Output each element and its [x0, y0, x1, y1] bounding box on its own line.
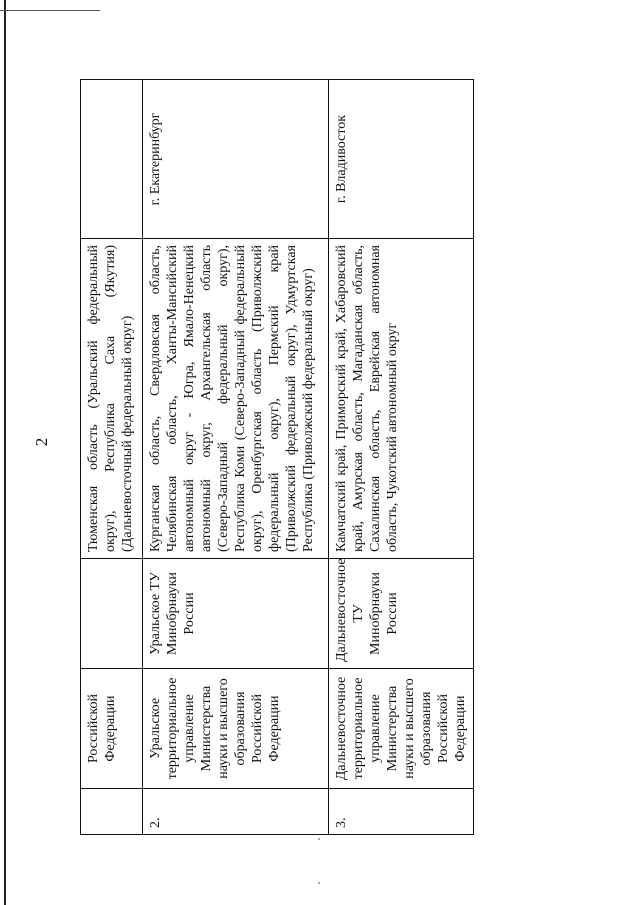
- scan-speck: [318, 838, 320, 840]
- page-number: 2: [32, 437, 51, 447]
- scan-speck: [318, 882, 320, 884]
- scan-edge-line: [4, 0, 6, 905]
- row-number: [81, 789, 143, 835]
- agency-full-name: Уральское территориальное управление Министерства науки и высшего образования Российской Федерации: [143, 669, 329, 789]
- region-list: Тюменская область (Уральский федеральный округ), Республика Саха (Якутия) (Дальневосточный федеральный округ): [81, 239, 143, 559]
- agency-short-name: Уральское ТУ Минобрнауки России: [143, 559, 329, 669]
- row-number: 3.: [329, 789, 474, 835]
- row-number: 2.: [143, 789, 329, 835]
- city-name: [81, 80, 143, 239]
- table-row: [329, 80, 474, 835]
- regions-table-rotated: [80, 80, 468, 835]
- city-name: г. Екатеринбург: [143, 80, 329, 239]
- agency-short-name: [81, 559, 143, 669]
- table-row: [143, 80, 329, 835]
- agency-full-name: Российской Федерации: [81, 669, 143, 789]
- agency-short-name: Дальневосточное ТУ Минобрнауки России: [329, 559, 474, 669]
- region-list: Камчатский край, Приморский край, Хабаровский край, Амурская область, Магаданская область, Сахалинская область, Еврейская автономная область, Чукотский автономный округ: [329, 239, 474, 559]
- scan-top-mark: [0, 10, 100, 11]
- region-list: Курганская область, Свердловская область, Челябинская область, Ханты-Мансийский автономный округ - Югра, Ямало-Ненецкий автономный округ, Архангельская область (Северо-Западный федеральный округ), Республика Коми (Северо-Западный федеральный округ), Оренбургская область (Приволжский федеральный округ), Пермский край (Приволжский федеральный округ), Удмуртская Республика (Приволжский федеральный округ): [143, 239, 329, 559]
- regions-table: [80, 79, 474, 835]
- table-row: [81, 80, 143, 835]
- agency-full-name: Дальневосточное территориальное управление Министерства науки и высшего образования Российской Федерации: [329, 669, 474, 789]
- city-name: г. Владивосток: [329, 80, 474, 239]
